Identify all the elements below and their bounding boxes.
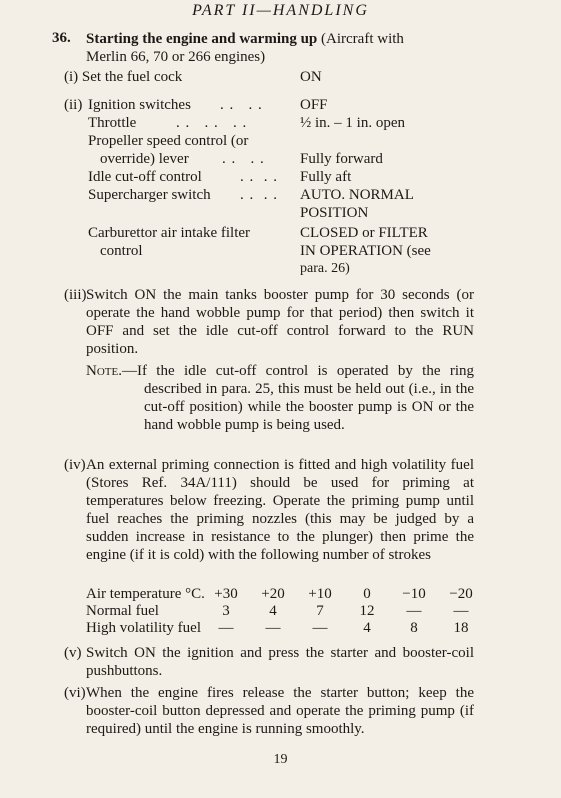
paragraph-text: An external priming connection is fitted and high volatility fuel (Stores Ref. 34A/111) should be used for priming at temperatures below freezing. Operate the priming pump until fuel reaches the priming nozzles (this may be judged by a sudden increase in resistance to the plunger) then prime the engine (if it is cold) with the following number of strokes [86, 457, 474, 563]
setting-value: POSITION [300, 205, 369, 221]
setting-value: OFF [300, 97, 328, 113]
temp-cell: −10 [402, 586, 426, 602]
setting-value: AUTO. NORMAL [300, 187, 414, 203]
setting-value: ½ in. – 1 in. open [300, 115, 405, 131]
temp-cell: +10 [308, 586, 332, 602]
table-cell: — [406, 603, 422, 619]
leader-dots: . . . . . . [176, 115, 248, 131]
setting-label: Ignition switches [88, 97, 191, 113]
page-header: PART II—HANDLING [192, 2, 369, 19]
temp-cell: +30 [214, 586, 238, 602]
leader-dots: . . . . [222, 151, 265, 167]
setting-value: ON [300, 69, 322, 85]
setting-label: Carburettor air intake filter [88, 225, 251, 241]
table-cell: 4 [363, 620, 371, 636]
table-cell: 8 [410, 620, 418, 636]
note-block [86, 362, 474, 434]
table-cell: — [312, 620, 328, 636]
table-cell: 7 [316, 603, 324, 619]
paragraph-number: (iii) [64, 287, 87, 303]
section-subtitle-a: (Aircraft with [321, 31, 404, 47]
note-text: —If the idle cut-off control is operated by the ring described in para. 25, this must be held out (i.e., in the cut-off position) while the booster pump is ON or the hand wobble pump is being used. [121, 363, 474, 433]
table-cell: 18 [453, 620, 469, 636]
setting-label: Supercharger switch [88, 187, 211, 203]
temp-cell: 0 [363, 586, 371, 602]
table-cell: 12 [359, 603, 375, 619]
leader-dots: . . . . [240, 169, 278, 185]
paragraph-number: (v) [64, 645, 82, 661]
table-cell: 3 [222, 603, 230, 619]
paragraph-text: Switch ON the main tanks booster pump for 30 seconds (or operate the hand wobble pump for that period) then switch it OFF and set the idle cut-off control forward to the RUN position. [86, 287, 474, 357]
leader-dots: . . . . [220, 97, 263, 113]
table-cell: — [218, 620, 234, 636]
setting-label: (i) Set the fuel cock [64, 69, 183, 85]
paragraph-iii [64, 286, 474, 358]
section-subtitle-b: Merlin 66, 70 or 266 engines) [86, 49, 266, 65]
section-number: 36. [52, 30, 71, 46]
setting-number: (ii) [64, 97, 83, 113]
paragraph-text: When the engine fires release the starter button; keep the booster-coil button depressed and operate the priming pump (if required) until the engine is running smoothly. [86, 685, 474, 737]
table-cell: — [453, 603, 469, 619]
setting-label: control [100, 243, 143, 259]
table-cell: 4 [269, 603, 277, 619]
setting-label: Throttle [88, 115, 137, 131]
setting-value: Fully aft [300, 169, 352, 185]
paragraph-text: Switch ON the ignition and press the starter and booster-coil pushbuttons. [86, 645, 474, 679]
setting-value: Fully forward [300, 151, 383, 167]
paragraph-vi [64, 684, 474, 738]
table-header-label: Air temperature °C. [86, 586, 205, 602]
setting-value: CLOSED or FILTER [300, 225, 428, 241]
setting-label: override) lever [100, 151, 189, 167]
temp-cell: −20 [449, 586, 473, 602]
section-title [86, 30, 496, 66]
priming-table-header [86, 586, 486, 602]
page-number: 19 [273, 752, 288, 767]
leader-dots: . . . . [240, 187, 278, 203]
priming-table-row-normal [86, 603, 486, 619]
table-cell: — [265, 620, 281, 636]
setting-label: Idle cut-off control [88, 169, 202, 185]
setting-value: para. 26) [300, 261, 350, 276]
row-label: Normal fuel [86, 603, 159, 619]
temp-cell: +20 [261, 586, 285, 602]
row-label: High volatility fuel [86, 620, 201, 636]
paragraph-iv [64, 456, 474, 564]
paragraph-number: (iv) [64, 457, 86, 473]
setting-label: Propeller speed control (or [88, 133, 249, 149]
priming-table-row-high-volatility [86, 620, 486, 636]
paragraph-number: (vi) [64, 685, 86, 701]
setting-value: IN OPERATION (see [300, 243, 431, 259]
section-title-text: Starting the engine and warming up [86, 31, 318, 47]
paragraph-v [64, 644, 474, 680]
note-label: Note. [86, 363, 122, 379]
